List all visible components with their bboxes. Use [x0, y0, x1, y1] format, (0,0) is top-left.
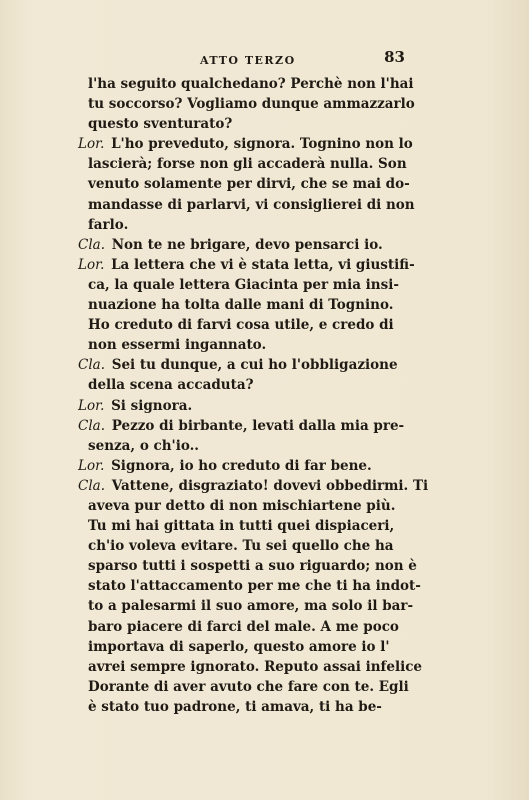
- line-text: farlo.: [88, 216, 129, 233]
- line-text: nuazione ha tolta dalle mani di Tognino.: [88, 297, 394, 314]
- text-line: [78, 255, 418, 275]
- speaker-label: Cla.: [78, 357, 105, 374]
- text-line: [78, 134, 418, 154]
- line-text: aveva pur detto di non mischiartene più.: [88, 497, 396, 514]
- speaker-label: Lor.: [78, 256, 105, 273]
- line-text: importava di saperlo, questo amore io l': [88, 638, 390, 655]
- page-header: [85, 50, 405, 72]
- text-line: [78, 355, 418, 375]
- text-line: [78, 295, 418, 315]
- text-line: [78, 94, 418, 114]
- speaker-label: Cla.: [78, 417, 105, 434]
- text-line: [78, 375, 418, 395]
- play-text: [78, 74, 429, 717]
- line-text: baro piacere di farci del male. A me poco: [88, 618, 399, 635]
- line-text: Ho creduto di farvi cosa utile, e credo di: [88, 317, 394, 334]
- text-line: [78, 657, 423, 677]
- line-text: stato l'attaccamento per me che ti ha indot-: [88, 578, 421, 595]
- speaker-label: Lor.: [78, 457, 105, 474]
- line-text: ch'io voleva evitare. Tu sei quello che ha: [88, 538, 394, 555]
- text-line: [78, 516, 418, 536]
- line-text: non essermi ingannato.: [88, 337, 267, 354]
- line-text: L'ho preveduto, signora. Tognino non lo: [111, 136, 413, 153]
- speaker-label: Cla.: [78, 236, 105, 253]
- text-line: [78, 456, 418, 476]
- line-text: Vattene, disgraziato! dovevi obbedirmi. Ti: [111, 477, 429, 494]
- line-text: venuto solamente per dirvi, che se mai do-: [88, 176, 410, 193]
- text-line: [78, 496, 418, 516]
- speaker-label: Cla.: [78, 477, 105, 494]
- text-line: [78, 556, 418, 576]
- text-line: [78, 74, 418, 94]
- text-line: [78, 335, 418, 355]
- text-line: [78, 596, 418, 616]
- text-line: [78, 536, 418, 556]
- text-line: [78, 154, 418, 174]
- text-line: [78, 617, 418, 637]
- text-line: [78, 677, 418, 697]
- line-text: senza, o ch'io..: [88, 437, 199, 454]
- line-text: l'ha seguito qualchedano? Perchè non l'hai: [88, 76, 414, 92]
- running-head: ATTO TERZO: [200, 54, 296, 67]
- speaker-label: Lor.: [78, 397, 105, 414]
- line-text: Sei tu dunque, a cui ho l'obbligazione: [111, 357, 398, 374]
- text-line: [78, 436, 418, 456]
- line-text: Signora, io ho creduto di far bene.: [111, 457, 372, 474]
- line-text: questo sventurato?: [88, 116, 233, 133]
- page-number: 83: [384, 48, 405, 66]
- line-text: Pezzo di birbante, levati dalla mia pre-: [111, 417, 405, 434]
- text-line: [78, 235, 418, 255]
- text-line: [78, 174, 418, 194]
- line-text: della scena accaduta?: [88, 377, 254, 394]
- text-line: [78, 195, 418, 215]
- speaker-label: Lor.: [78, 136, 105, 153]
- line-text: to a palesarmi il suo amore, ma solo il bar-: [88, 598, 414, 615]
- text-line: [78, 476, 429, 496]
- line-text: La lettera che vi è stata letta, vi giustifi-: [111, 256, 415, 273]
- line-text: lascierà; forse non gli accaderà nulla. Son: [88, 156, 407, 173]
- text-line: [78, 576, 421, 596]
- text-line: [78, 416, 418, 436]
- text-line: [78, 275, 418, 295]
- text-line: [78, 114, 418, 134]
- line-text: sparso tutti i sospetti a suo riguardo; non è: [88, 558, 417, 575]
- text-line: [78, 315, 418, 335]
- text-line: [78, 697, 418, 717]
- line-text: mandasse di parlarvi, vi consiglierei di non: [88, 196, 415, 213]
- line-text: Non te ne brigare, devo pensarci io.: [111, 236, 383, 253]
- line-text: avrei sempre ignorato. Reputo assai infelice: [88, 658, 423, 675]
- line-text: ca, la quale lettera Giacinta per mia insi-: [88, 276, 399, 293]
- text-line: [78, 215, 418, 235]
- text-line: [78, 637, 418, 657]
- text-line: [78, 396, 418, 416]
- line-text: Dorante di aver avuto che fare con te. Egli: [88, 678, 409, 695]
- line-text: Tu mi hai gittata in tutti quei dispiaceri,: [88, 518, 395, 535]
- line-text: Si signora.: [111, 397, 193, 414]
- line-text: è stato tuo padrone, ti amava, ti ha be-: [88, 698, 382, 715]
- line-text: tu soccorso? Vogliamo dunque ammazzarlo: [88, 96, 415, 113]
